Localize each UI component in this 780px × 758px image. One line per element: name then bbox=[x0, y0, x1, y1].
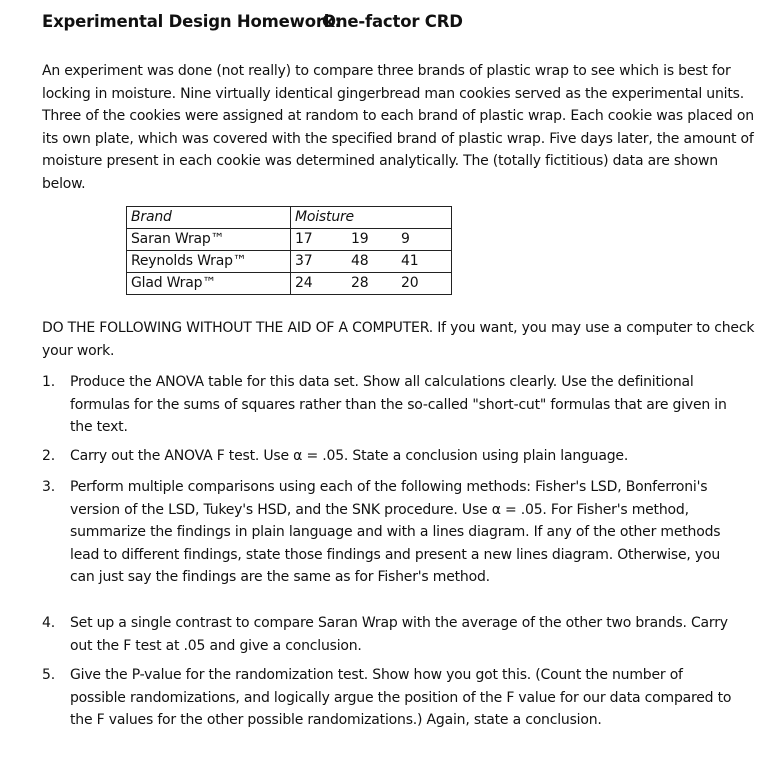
intro-paragraph: An experiment was done (not really) to compare three brands of plastic wrap to see which is best for locking in moisture. Nine virtually identical gingerbread man cookies served as the experimental units. Three of the cookies were assigned at random to each brand of plastic wrap. Each cookie was placed on its own plate, which was covered with the specified brand of plastic wrap. Five days later, the amount of moisture present in each cookie was determined analytically. The (totally fictitious) data are shown below. bbox=[42, 63, 754, 192]
moisture-value: 28 bbox=[351, 275, 369, 291]
table-row bbox=[127, 273, 452, 295]
moisture-value: 48 bbox=[351, 253, 369, 269]
moisture-cell bbox=[291, 251, 452, 273]
moisture-value: 41 bbox=[401, 253, 419, 269]
question-item bbox=[42, 445, 742, 468]
moisture-cell bbox=[291, 229, 452, 251]
title-course: Experimental Design Homework: bbox=[42, 12, 341, 31]
brand-cell: Reynolds Wrap™ bbox=[127, 251, 291, 273]
question-number: 2. bbox=[42, 448, 55, 464]
question-text: Give the P-value for the randomization test. Show how you got this. (Count the number of possible randomizations, and logically argue the position of the F value for our data compared to the F values for the other possible randomizations.) Again, state a conclusion. bbox=[70, 667, 732, 728]
table-header-row bbox=[127, 207, 452, 229]
question-number: 5. bbox=[42, 667, 55, 683]
brand-cell: Saran Wrap™ bbox=[127, 229, 291, 251]
question-text: Carry out the ANOVA F test. Use α = .05. State a conclusion using plain language. bbox=[70, 448, 629, 464]
question-item bbox=[42, 664, 742, 732]
header-brand: Brand bbox=[127, 207, 291, 229]
table-row bbox=[127, 251, 452, 273]
question-text: Perform multiple comparisons using each of the following methods: Fisher's LSD, Bonferroni's version of the LSD, Tukey's HSD, and the SNK procedure. Use α = .05. For Fisher's method, summarize the findings in plain language and with a lines diagram. If any of the other methods lead to different findings, state those findings and present a new lines diagram. Otherwise, you can just say the findings are the same as for Fisher's method. bbox=[70, 479, 721, 585]
question-item bbox=[42, 612, 742, 657]
instructions: DO THE FOLLOWING WITHOUT THE AID OF A COMPUTER. If you want, you may use a computer to check your work. bbox=[42, 320, 755, 359]
question-number: 1. bbox=[42, 374, 55, 390]
moisture-value: 19 bbox=[351, 231, 369, 247]
moisture-value: 20 bbox=[401, 275, 419, 291]
brand-cell: Glad Wrap™ bbox=[127, 273, 291, 295]
title-topic: One-factor CRD bbox=[322, 12, 463, 31]
moisture-value: 9 bbox=[401, 231, 410, 247]
moisture-cell bbox=[291, 273, 452, 295]
moisture-value: 17 bbox=[295, 231, 313, 247]
table-row bbox=[127, 229, 452, 251]
header-moisture: Moisture bbox=[291, 207, 452, 229]
question-number: 4. bbox=[42, 615, 55, 631]
question-item bbox=[42, 476, 742, 589]
page-title bbox=[42, 12, 463, 31]
question-text: Produce the ANOVA table for this data set. Show all calculations clearly. Use the definitional formulas for the sums of squares rather than the so-called "short-cut" formulas that are given in the text. bbox=[70, 374, 727, 435]
question-text: Set up a single contrast to compare Saran Wrap with the average of the other two brands. Carry out the F test at .05 and give a conclusion. bbox=[70, 615, 728, 654]
moisture-value: 24 bbox=[295, 275, 313, 291]
question-number: 3. bbox=[42, 479, 55, 495]
moisture-value: 37 bbox=[295, 253, 313, 269]
data-table bbox=[126, 206, 452, 295]
question-item bbox=[42, 371, 742, 439]
